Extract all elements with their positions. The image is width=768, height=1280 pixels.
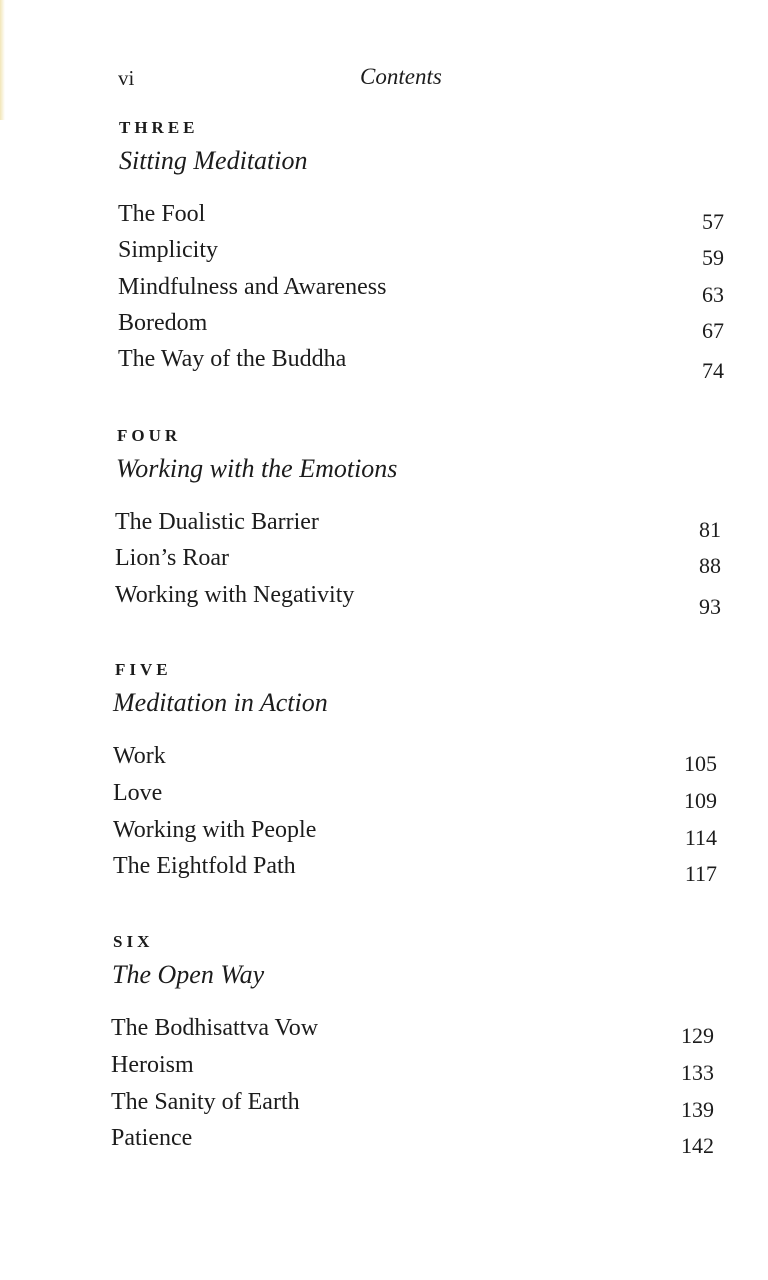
toc-entry xyxy=(111,1125,714,1158)
entry-title: The Bodhisattva Vow xyxy=(111,1015,319,1041)
entry-page-number: 63 xyxy=(702,282,724,307)
entry-page-number: 88 xyxy=(699,553,721,578)
toc-entry xyxy=(113,743,717,776)
entry-page-number: 117 xyxy=(684,861,717,886)
part-number: FIVE xyxy=(115,660,172,679)
entry-title: Working with Negativity xyxy=(115,582,355,608)
entry-page-number: 139 xyxy=(681,1097,714,1122)
entry-title: Work xyxy=(113,743,166,769)
entry-page-number: 59 xyxy=(702,245,724,270)
toc-entry xyxy=(115,582,721,619)
entry-page-number: 57 xyxy=(702,209,724,234)
part-number: THREE xyxy=(119,118,199,137)
page-number: vi xyxy=(118,66,135,90)
toc-entry xyxy=(113,817,717,850)
entry-title: The Dualistic Barrier xyxy=(115,509,319,535)
toc-entry xyxy=(115,509,721,542)
part-title: The Open Way xyxy=(112,960,265,989)
entry-title: The Fool xyxy=(118,201,206,227)
entry-title: Simplicity xyxy=(118,237,219,263)
toc-entry xyxy=(118,346,724,383)
page-edge-stain xyxy=(0,0,5,120)
entry-page-number: 109 xyxy=(684,788,717,813)
part-number: FOUR xyxy=(117,426,182,445)
toc-entry xyxy=(111,1052,714,1085)
entry-page-number: 74 xyxy=(702,358,724,383)
toc-entry xyxy=(113,853,717,886)
entry-page-number: 129 xyxy=(681,1023,714,1048)
entry-title: The Way of the Buddha xyxy=(118,346,347,372)
entry-title: The Eightfold Path xyxy=(113,853,296,879)
part-title: Working with the Emotions xyxy=(116,454,398,483)
entry-title: Love xyxy=(113,780,163,806)
toc-entry xyxy=(113,780,717,813)
entry-title: Mindfulness and Awareness xyxy=(118,274,387,300)
toc-entry xyxy=(111,1015,714,1048)
entry-title: Patience xyxy=(111,1125,193,1151)
entry-title: Boredom xyxy=(118,310,208,336)
entry-title: The Sanity of Earth xyxy=(111,1089,300,1115)
entry-page-number: 93 xyxy=(699,594,721,619)
toc-entry xyxy=(118,274,724,307)
entry-page-number: 81 xyxy=(699,517,721,542)
toc-entry xyxy=(118,310,724,343)
entry-page-number: 67 xyxy=(702,318,724,343)
entry-page-number: 105 xyxy=(684,751,717,776)
entry-title: Working with People xyxy=(113,817,317,843)
toc-entry xyxy=(111,1089,714,1122)
entry-title: Lion’s Roar xyxy=(115,545,229,571)
part-title: Sitting Meditation xyxy=(119,146,308,175)
part-title: Meditation in Action xyxy=(113,688,328,717)
running-head: Contents xyxy=(360,64,442,89)
entry-page-number: 142 xyxy=(681,1133,714,1158)
toc-entry xyxy=(118,201,724,234)
part-number: SIX xyxy=(113,932,154,951)
toc-entry xyxy=(118,237,724,270)
toc-entry xyxy=(115,545,721,578)
entry-title: Heroism xyxy=(111,1052,194,1078)
entry-page-number: 114 xyxy=(684,825,717,850)
entry-page-number: 133 xyxy=(681,1060,714,1085)
